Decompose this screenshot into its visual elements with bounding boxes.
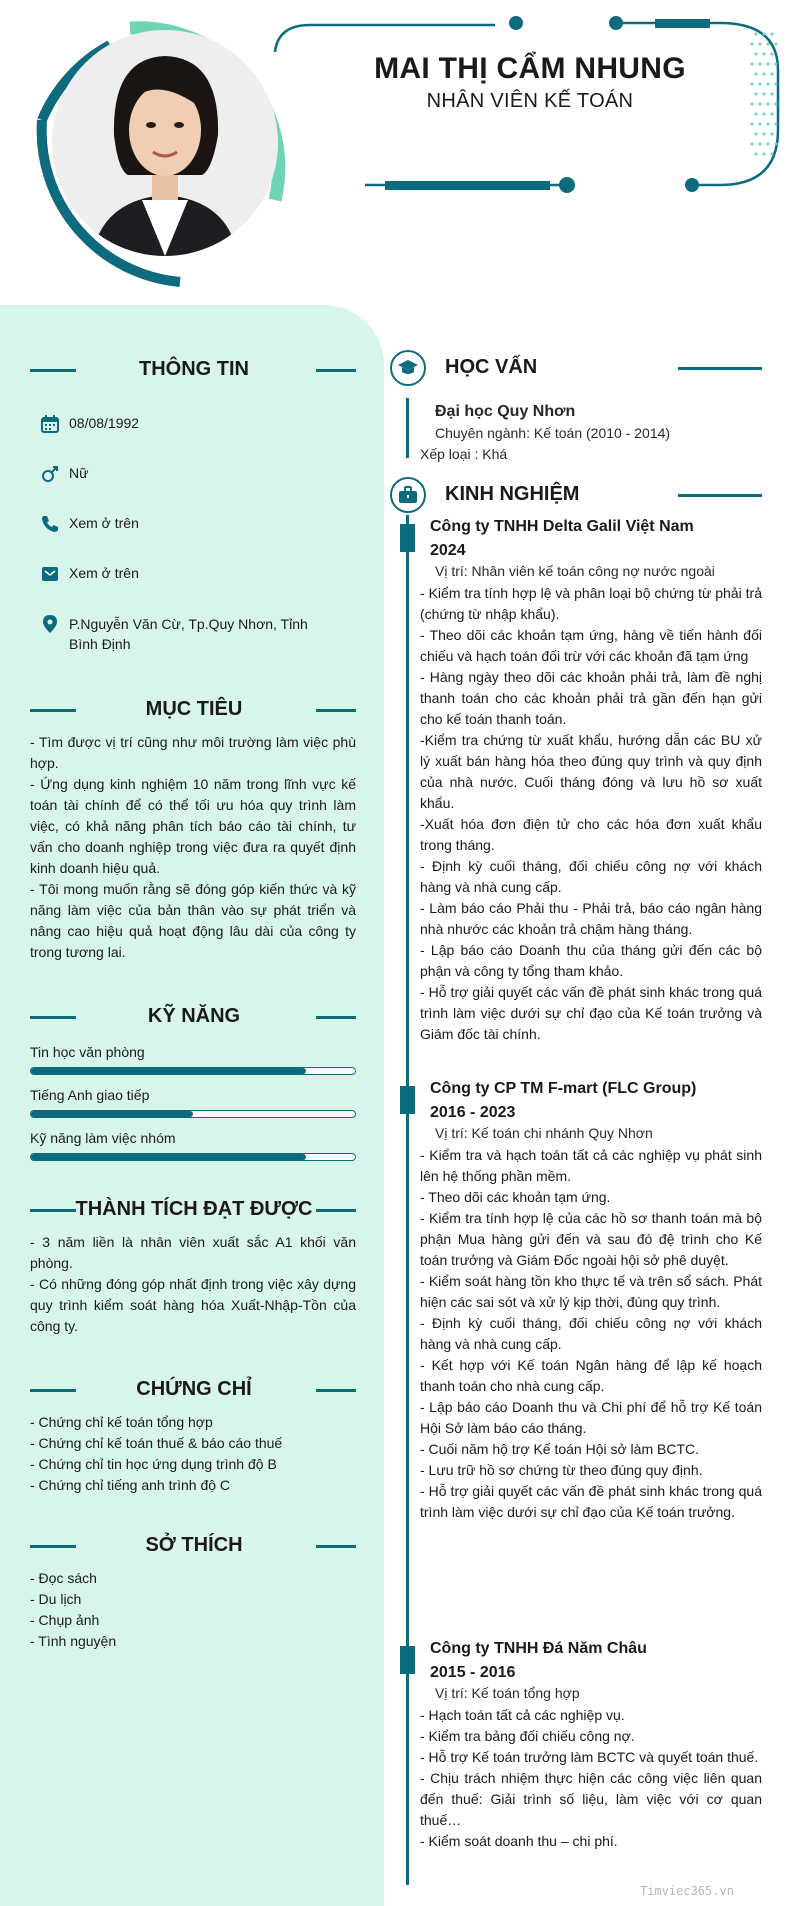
job-period: 2016 - 2023	[430, 1104, 516, 1121]
job-position: Vị trí: Kế toán tổng hợp	[435, 1685, 580, 1701]
divider	[678, 494, 762, 497]
education-major: Chuyên ngành: Kế toán (2010 - 2014)	[435, 425, 671, 441]
job-duties: - Kiểm tra và hạch toán tất cả các nghiệp vụ phát sinh lên hệ thống phần mềm. - Theo dõi các khoản tạm ứng. - Kiểm tra tính hợp lệ của các hồ sơ thanh toán mà bộ phận Mua hàng gửi đến và sau đó đệ trình cho Kế toán trưởng và Giám Đốc ngoài hội sở phê duyệt. - Kiểm soát hàng tồn kho thực tế và trên sổ sách. Phát hiện các sai sót và xử lý kịp thời, đúng quy trình. - Định kỳ cuối tháng, đối chiếu công nợ với khách hàng và nhà cung cấp. - Kết hợp với Kế toán Ngân hàng để lập kế hoạch thanh toán cho nhà cung cấp. - Lập báo cáo Doanh thu và Chi phí để hỗ trợ Kế toán Hội Sở làm báo cáo tháng. - Cuối năm hộ trợ Kế toán Hội sở làm BCTC. - Lưu trữ hồ sơ chứng từ theo đúng quy định. - Hỗ trợ giải quyết các vấn đề phát sinh khác trong quá trình làm việc dưới sự chỉ đạo của Kế toán trưởng.	[420, 1147, 762, 1520]
graduation-cap-icon	[397, 359, 419, 377]
divider	[316, 1389, 356, 1392]
info-gender	[40, 464, 88, 484]
job-position: Vị trí: Nhân viên kế toán công nợ nước ngoài	[435, 563, 715, 579]
candidate-name: MAI THỊ CẨM NHUNG	[374, 52, 686, 85]
divider	[316, 369, 356, 372]
job-company: Công ty TNHH Delta Galil Việt Nam	[430, 518, 694, 535]
hobbies-title: SỞ THÍCH	[145, 1534, 243, 1556]
left-panel	[0, 305, 384, 1906]
location-icon	[40, 614, 60, 634]
info-address	[40, 614, 320, 654]
candidate-role: NHÂN VIÊN KẾ TOÁN	[426, 90, 634, 112]
achievements-text: - 3 năm liền là nhân viên xuất sắc A1 khối văn phòng. - Có những đóng góp nhất định trong việc xây dựng quy trình kiểm soát hàng hóa Xuất-Nhập-Tồn của công ty.	[30, 1234, 356, 1334]
job-period: 2024	[430, 542, 466, 559]
certificates-title: CHỨNG CHỈ	[136, 1378, 252, 1400]
education-school: Đại học Quy Nhơn	[435, 403, 576, 420]
objective-text: - Tìm được vị trí cũng như môi trường làm việc phù hợp. - Ứng dụng kinh nghiệm 10 năm trong lĩnh vực kế toán tài chính để có thể tối ưu hóa quy trình làm việc, có khả năng phân tích báo cáo tài chính, tư vấn cho doanh nghiệp trong việc đưa ra quyết định kinh doanh hiệu quả. - Tôi mong muốn rằng sẽ đóng góp kiến thức và kỹ năng làm việc của bản thân vào sự phát triển và nâng cao hiệu quả hoạt động lâu dài của công ty trong tương lai.	[30, 734, 356, 960]
timeline-marker	[400, 524, 415, 552]
gender-icon	[40, 464, 60, 484]
experience-icon-circle	[390, 477, 426, 513]
job-position: Vị trí: Kế toán chi nhánh Quy Nhơn	[435, 1125, 653, 1141]
skill-bar	[30, 1153, 356, 1161]
phone-icon	[40, 514, 60, 534]
education-title: HỌC VẤN	[445, 356, 538, 378]
skill-label: Kỹ năng làm việc nhóm	[30, 1130, 176, 1146]
job-duties: - Kiểm tra tính hợp lệ và phân loại bộ chứng từ phải trả (chứng từ nhập khẩu). - Theo dõi các khoản tạm ứng, hàng về tiến hành đối chiếu và hạch toán đối trừ với các khoản đã tạm ứng - Hàng ngày theo dõi các khoản phải trả, làm đề nghị thanh toán cho các khoản phải trả gần đến hạn gửi cho kế toán thanh toán. -Kiểm tra chứng từ xuất khẩu, hướng dẫn các BU xử lý xuất bán hàng hóa theo đúng quy trình và quy định của nhà nước. Cuối tháng đóng và lưu hồ sơ xuất khẩu. -Xuất hóa đơn điện tử cho các hóa đơn xuất khẩu trong tháng. - Định kỳ cuối tháng, đối chiếu công nợ với khách hàng và nhà cung cấp. - Làm báo cáo Phải thu - Phải trả, báo cáo ngân hàng nhà nhước các khoản trả chậm hàng tháng. - Lập báo cáo Doanh thu của tháng gửi đến các bộ phận và công ty tổng tham khảo. - Hỗ trợ giải quyết các vấn đề phát sinh khác trong quá trình làm việc dưới sự chỉ đạo của Kế toán trưởng và Giám đốc tài chính.	[420, 585, 762, 1042]
objective-title: MỤC TIÊU	[145, 698, 243, 720]
hobbies-text: - Đọc sách - Du lịch - Chụp ảnh - Tình nguyện	[30, 1570, 117, 1649]
info-title: THÔNG TIN	[139, 358, 249, 380]
info-email-text: Xem ở trên	[69, 565, 139, 581]
timeline-marker	[400, 1646, 415, 1674]
divider	[316, 709, 356, 712]
achievements-title: THÀNH TÍCH ĐẠT ĐƯỢC	[75, 1198, 313, 1220]
info-gender-text: Nữ	[69, 465, 89, 481]
divider	[316, 1209, 356, 1212]
certificates-text: - Chứng chỉ kế toán tổng hợp - Chứng chỉ kế toán thuế & báo cáo thuế - Chứng chỉ tin học ứng dụng trình độ B - Chứng chỉ tiếng anh trình độ C	[30, 1414, 283, 1493]
briefcase-icon	[398, 486, 418, 504]
divider	[316, 1016, 356, 1019]
skills-title: KỸ NĂNG	[147, 1005, 241, 1027]
info-dob	[40, 414, 139, 434]
info-dob-text: 08/08/1992	[69, 415, 140, 431]
info-address-text: P.Nguyễn Văn Cừ, Tp.Quy Nhơn, Tỉnh Bình Định	[69, 616, 308, 652]
watermark: Timviec365.vn	[640, 1884, 734, 1898]
job-period: 2015 - 2016	[430, 1664, 516, 1681]
timeline-line	[406, 398, 409, 458]
skill-label: Tiếng Anh giao tiếp	[30, 1087, 150, 1103]
skill-label: Tin học văn phòng	[30, 1044, 145, 1060]
skill-bar	[30, 1110, 356, 1118]
timeline-marker	[400, 1086, 415, 1114]
job-duties: - Hạch toán tất cả các nghiệp vụ. - Kiểm tra bảng đối chiếu công nợ. - Hỗ trợ Kế toán trưởng làm BCTC và quyết toán thuế. - Chịu trách nhiệm thực hiện các công việc liên quan đến thuế: Giải trình số liệu, làm việc với cơ quan thuế… - Kiểm soát doanh thu – chi phí.	[420, 1707, 762, 1849]
info-phone	[40, 514, 139, 534]
divider	[316, 1545, 356, 1548]
info-phone-text: Xem ở trên	[69, 515, 139, 531]
education-icon-circle	[390, 350, 426, 386]
experience-title: KINH NGHIỆM	[445, 483, 580, 505]
email-icon	[40, 564, 60, 584]
divider	[678, 367, 762, 370]
calendar-icon	[40, 414, 60, 434]
job-company: Công ty TNHH Đá Năm Châu	[430, 1640, 647, 1657]
skill-bar	[30, 1067, 356, 1075]
timeline-line	[406, 515, 409, 1885]
info-email	[40, 564, 139, 584]
education-rank: Xếp loại : Khá	[420, 446, 508, 462]
job-company: Công ty CP TM F-mart (FLC Group)	[430, 1080, 697, 1097]
avatar	[52, 30, 278, 256]
